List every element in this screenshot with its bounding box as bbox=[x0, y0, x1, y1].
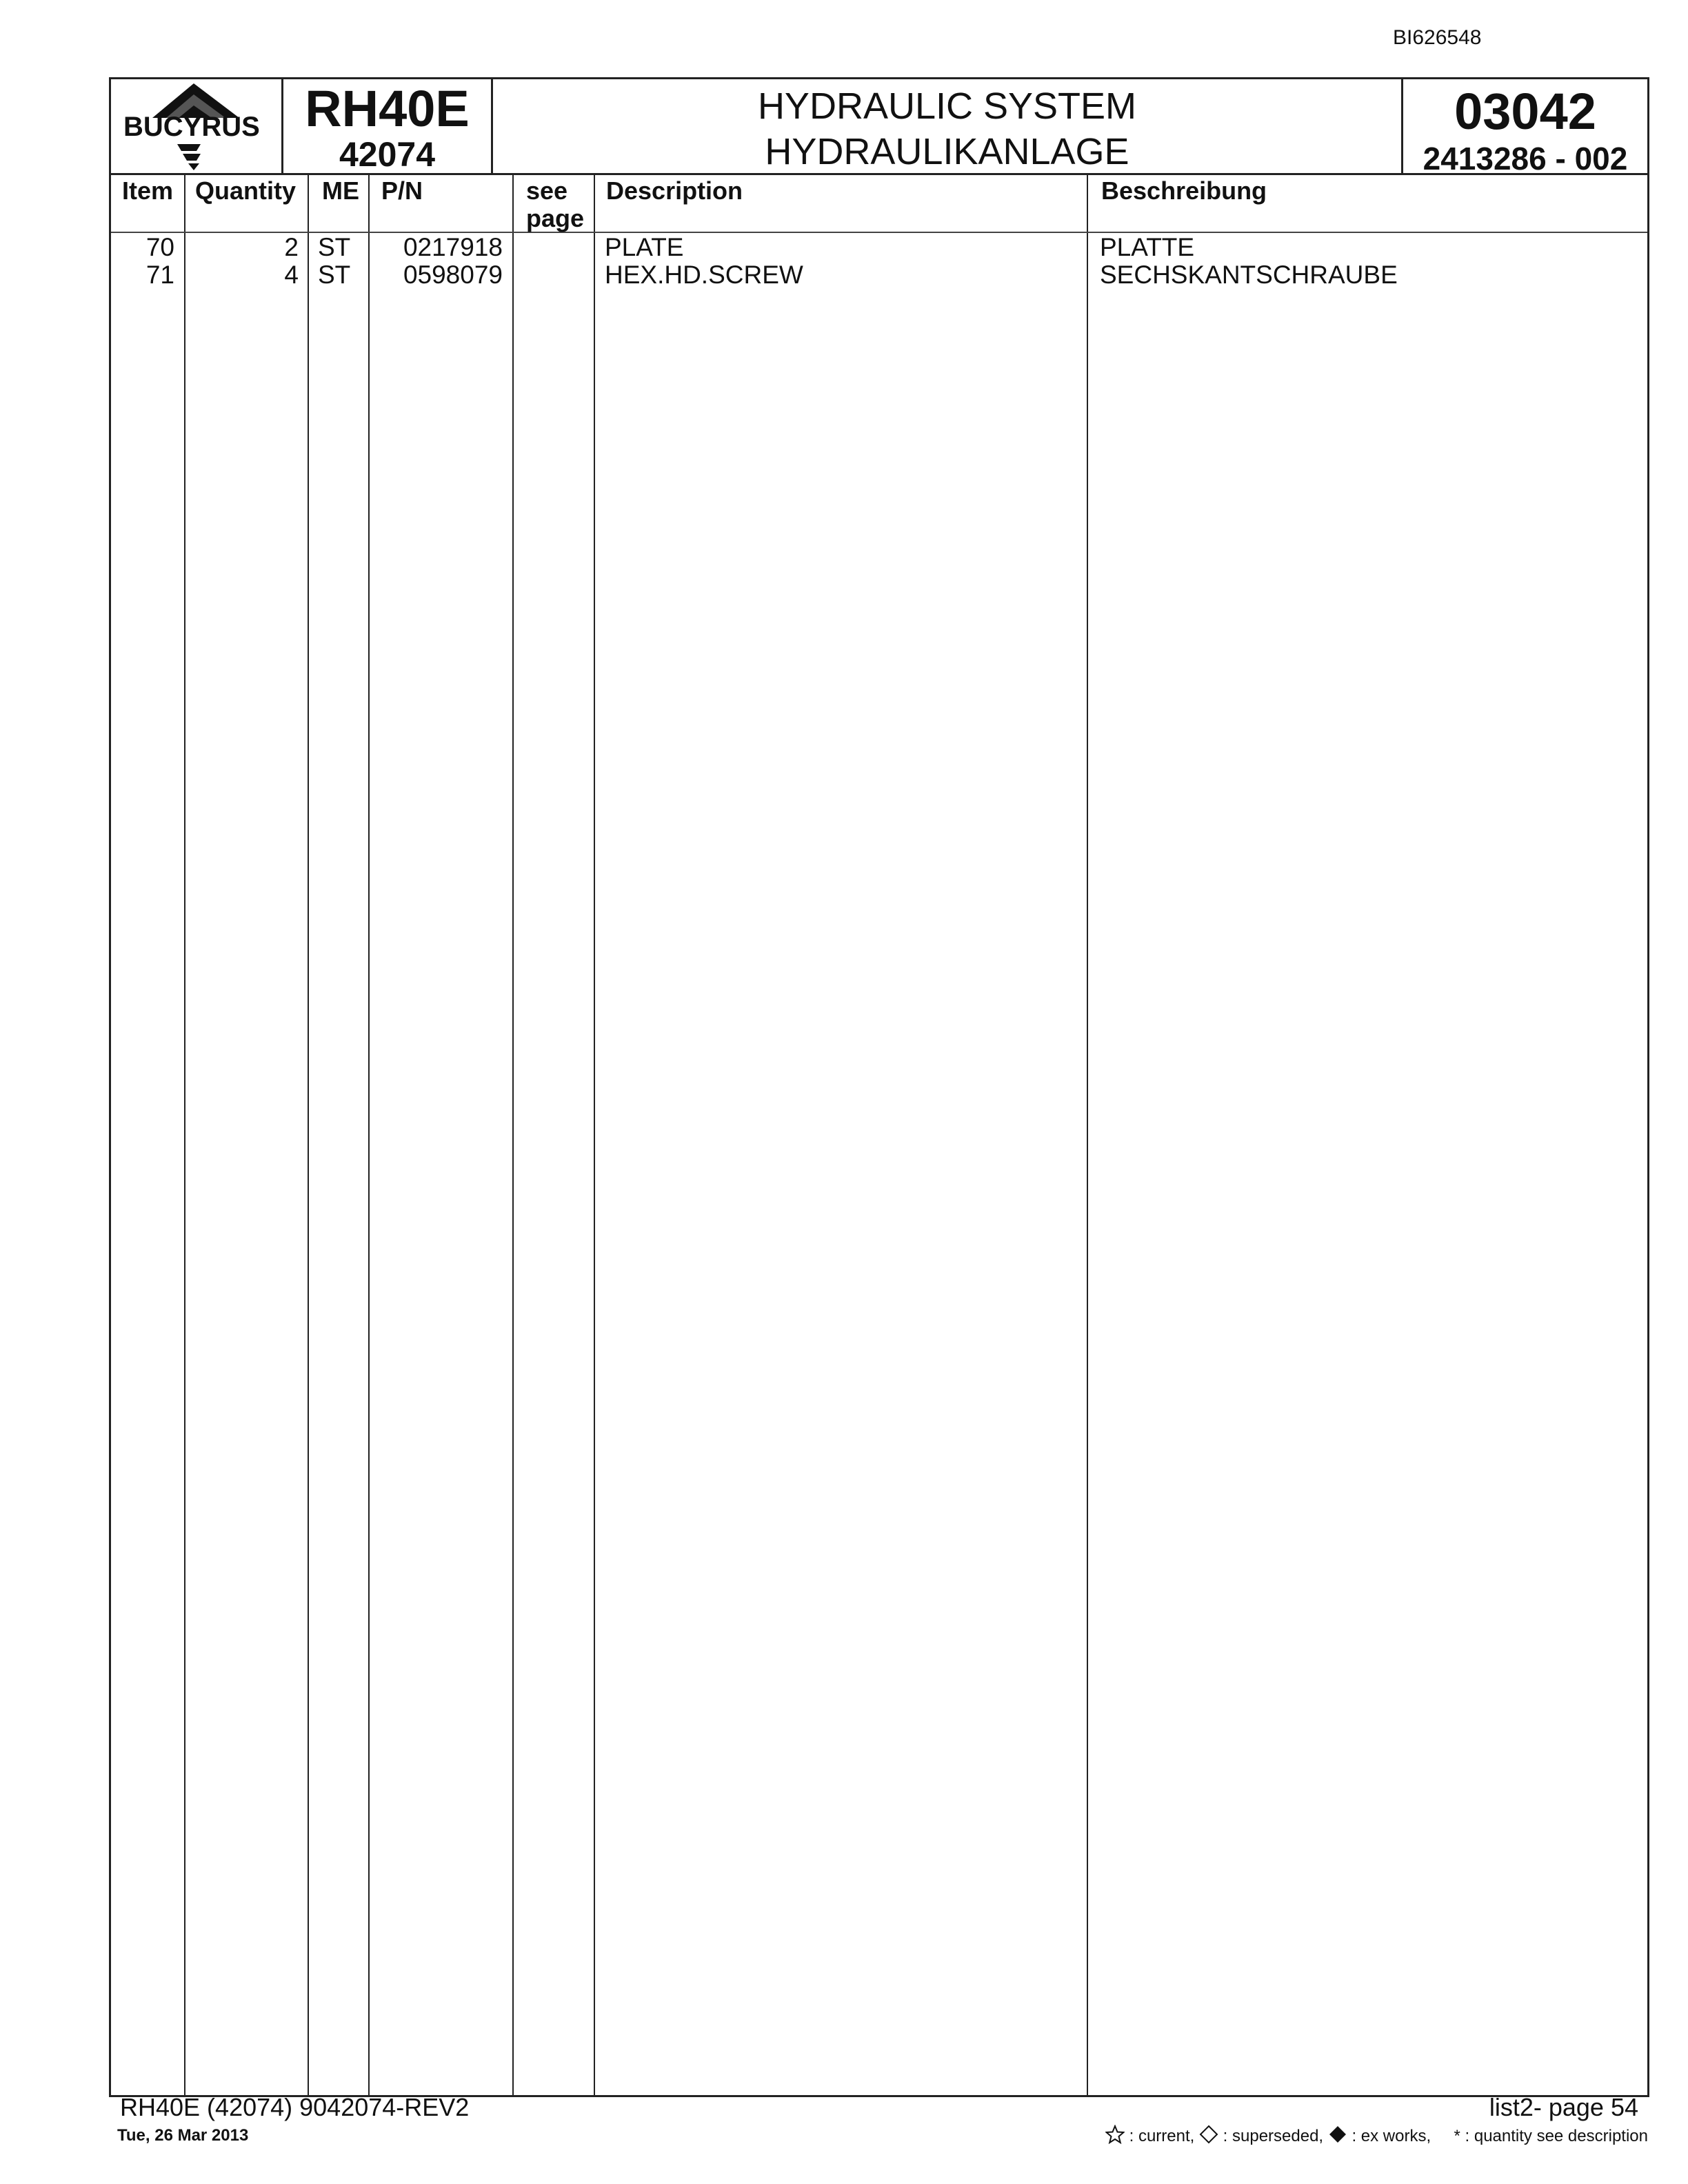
star-outline-icon bbox=[1105, 2125, 1125, 2144]
column-divider bbox=[1087, 173, 1088, 2095]
table-row bbox=[111, 261, 1647, 289]
model-code: 42074 bbox=[339, 135, 436, 174]
title-cell bbox=[493, 79, 1403, 173]
symbol-legend bbox=[1076, 2125, 1648, 2146]
pn-cell: 0217918 bbox=[403, 233, 503, 261]
pn-cell: 0598079 bbox=[403, 261, 503, 289]
section-title-german: HYDRAULIKANLAGE bbox=[765, 131, 1129, 172]
quantity-cell: 2 bbox=[284, 233, 299, 261]
model-name: RH40E bbox=[305, 80, 470, 137]
me-cell: ST bbox=[318, 233, 351, 261]
diamond-outline-icon bbox=[1199, 2125, 1218, 2144]
column-divider bbox=[368, 173, 370, 2095]
column-divider bbox=[184, 173, 185, 2095]
section-number-cell bbox=[1403, 79, 1647, 176]
item-cell: 71 bbox=[145, 261, 174, 289]
model-cell bbox=[283, 79, 493, 173]
legend-superseded-label: : superseded, bbox=[1223, 2127, 1324, 2145]
page-header bbox=[109, 77, 1649, 175]
description-cell: PLATE bbox=[605, 233, 684, 261]
column-header-see-page: see page bbox=[526, 176, 585, 232]
me-cell: ST bbox=[318, 261, 351, 289]
diamond-filled-icon bbox=[1328, 2125, 1347, 2144]
parts-table bbox=[109, 173, 1649, 2097]
footer-date: Tue, 26 Mar 2013 bbox=[117, 2126, 249, 2145]
column-header-pn: P/N bbox=[381, 176, 423, 205]
beschreibung-cell: PLATTE bbox=[1100, 233, 1195, 261]
column-header-me: ME bbox=[322, 176, 359, 205]
description-cell: HEX.HD.SCREW bbox=[605, 261, 803, 289]
column-header-item: Item bbox=[122, 176, 174, 205]
legend-ex-works-label: : ex works, bbox=[1352, 2127, 1431, 2145]
item-cell: 70 bbox=[145, 233, 174, 261]
column-header-beschreibung: Beschreibung bbox=[1101, 176, 1267, 205]
table-row bbox=[111, 234, 1647, 261]
column-header-description: Description bbox=[606, 176, 743, 205]
bucyrus-logo-icon bbox=[111, 79, 279, 173]
column-divider bbox=[512, 173, 514, 2095]
section-title-english: HYDRAULIC SYSTEM bbox=[757, 85, 1137, 127]
document-id: BI626548 bbox=[1393, 26, 1482, 49]
column-divider bbox=[594, 173, 595, 2095]
legend-current-label: : current, bbox=[1129, 2127, 1195, 2145]
logo-wordmark: BUCYRUS bbox=[123, 112, 260, 142]
column-header-quantity: Quantity bbox=[195, 176, 297, 205]
footer-page-number: list2- page 54 bbox=[1489, 2093, 1638, 2121]
section-reference: 2413286 - 002 bbox=[1423, 141, 1628, 176]
quantity-cell: 4 bbox=[284, 261, 299, 289]
column-divider bbox=[308, 173, 309, 2095]
beschreibung-cell: SECHSKANTSCHRAUBE bbox=[1100, 261, 1398, 289]
section-number: 03042 bbox=[1454, 83, 1596, 140]
footer-document-reference: RH40E (42074) 9042074-REV2 bbox=[120, 2093, 470, 2121]
bucyrus-logo bbox=[111, 79, 283, 173]
legend-quantity-note: * : quantity see description bbox=[1454, 2127, 1648, 2145]
